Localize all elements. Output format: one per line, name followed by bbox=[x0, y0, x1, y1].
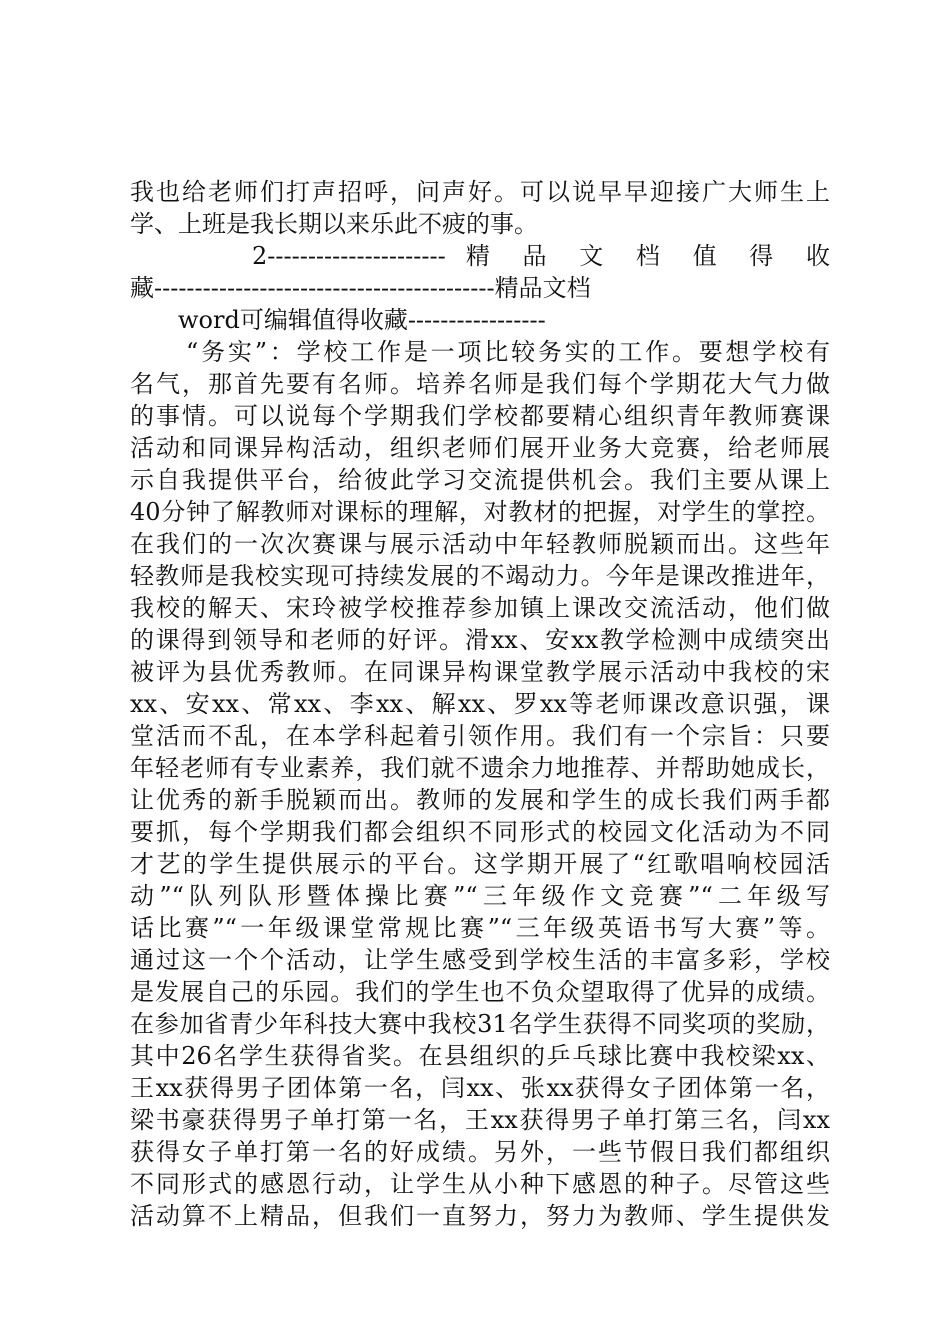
text-line: 在参加省青少年科技大赛中我校31名学生获得不同奖项的奖励， bbox=[130, 1010, 830, 1038]
paragraph-start-line: “务实”：学校工作是一项比较务实的工作。要想学校有 bbox=[186, 338, 830, 366]
text-line: 40分钟了解教师对课标的理解，对教材的把握，对学生的掌控。 bbox=[130, 498, 830, 526]
watermark-line: word可编辑值得收藏----------------- bbox=[178, 306, 546, 334]
text-line: 其中26名学生获得省奖。在县组织的乒乓球比赛中我校梁xx、 bbox=[130, 1042, 830, 1070]
text-line: 让优秀的新手脱颖而出。教师的发展和学生的成长我们两手都 bbox=[130, 786, 830, 814]
watermark-line: 2---------------------- 精 品 文 档 值 得 收 bbox=[252, 242, 830, 270]
text-line: 通过这一个个活动，让学生感受到学校生活的丰富多彩，学校 bbox=[130, 946, 830, 974]
text-line: xx、安xx、常xx、李xx、解xx、罗xx等老师课改意识强，课 bbox=[130, 690, 830, 718]
text-line: 轻教师是我校实现可持续发展的不竭动力。今年是课改推进年， bbox=[130, 562, 830, 590]
text-line: 学、上班是我长期以来乐此不疲的事。 bbox=[130, 210, 538, 238]
text-line: 梁书豪获得男子单打第一名，王xx获得男子单打第三名，闫xx bbox=[130, 1106, 830, 1134]
text-line: 的事情。可以说每个学期我们学校都要精心组织青年教师赛课 bbox=[130, 402, 830, 430]
text-line: 王xx获得男子团体第一名，闫xx、张xx获得女子团体第一名， bbox=[130, 1074, 830, 1102]
text-line: 示自我提供平台，给彼此学习交流提供机会。我们主要从课上 bbox=[130, 466, 830, 494]
text-line: 年轻老师有专业素养，我们就不遗余力地推荐、并帮助她成长， bbox=[130, 754, 830, 782]
text-line: 不同形式的感恩行动，让学生从小种下感恩的种子。尽管这些 bbox=[130, 1170, 830, 1198]
text-line: 名气，那首先要有名师。培养名师是我们每个学期花大气力做 bbox=[130, 370, 830, 398]
text-line: 动”“队列队形暨体操比赛”“三年级作文竞赛”“二年级写 bbox=[130, 882, 830, 910]
text-line: 堂活而不乱，在本学科起着引领作用。我们有一个宗旨：只要 bbox=[130, 722, 830, 750]
text-line: 被评为县优秀教师。在同课异构课堂教学展示活动中我校的宋 bbox=[130, 658, 830, 686]
text-line: 获得女子单打第一名的好成绩。另外，一些节假日我们都组织 bbox=[130, 1138, 830, 1166]
text-line: 要抓，每个学期我们都会组织不同形式的校园文化活动为不同 bbox=[130, 818, 830, 846]
text-line: 是发展自己的乐园。我们的学生也不负众望取得了优异的成绩。 bbox=[130, 978, 830, 1006]
text-line: 我校的解天、宋玲被学校推荐参加镇上课改交流活动，他们做 bbox=[130, 594, 830, 622]
text-line: 在我们的一次次赛课与展示活动中年轻教师脱颖而出。这些年 bbox=[130, 530, 830, 558]
text-line: 活动和同课异构活动，组织老师们展开业务大竞赛，给老师展 bbox=[130, 434, 830, 462]
document-body bbox=[130, 176, 830, 1232]
text-line: 话比赛”“一年级课堂常规比赛”“三年级英语书写大赛”等。 bbox=[130, 914, 830, 942]
text-line: 活动算不上精品，但我们一直努力，努力为教师、学生提供发 bbox=[130, 1202, 830, 1230]
text-line: 我也给老师们打声招呼，问声好。可以说早早迎接广大师生上 bbox=[130, 178, 830, 206]
text-line: 的课得到领导和老师的好评。滑xx、安xx教学检测中成绩突出 bbox=[130, 626, 830, 654]
watermark-line: 藏------------------------------------------精品文档 bbox=[130, 274, 591, 302]
text-line: 才艺的学生提供展示的平台。这学期开展了“红歌唱响校园活 bbox=[130, 850, 830, 878]
